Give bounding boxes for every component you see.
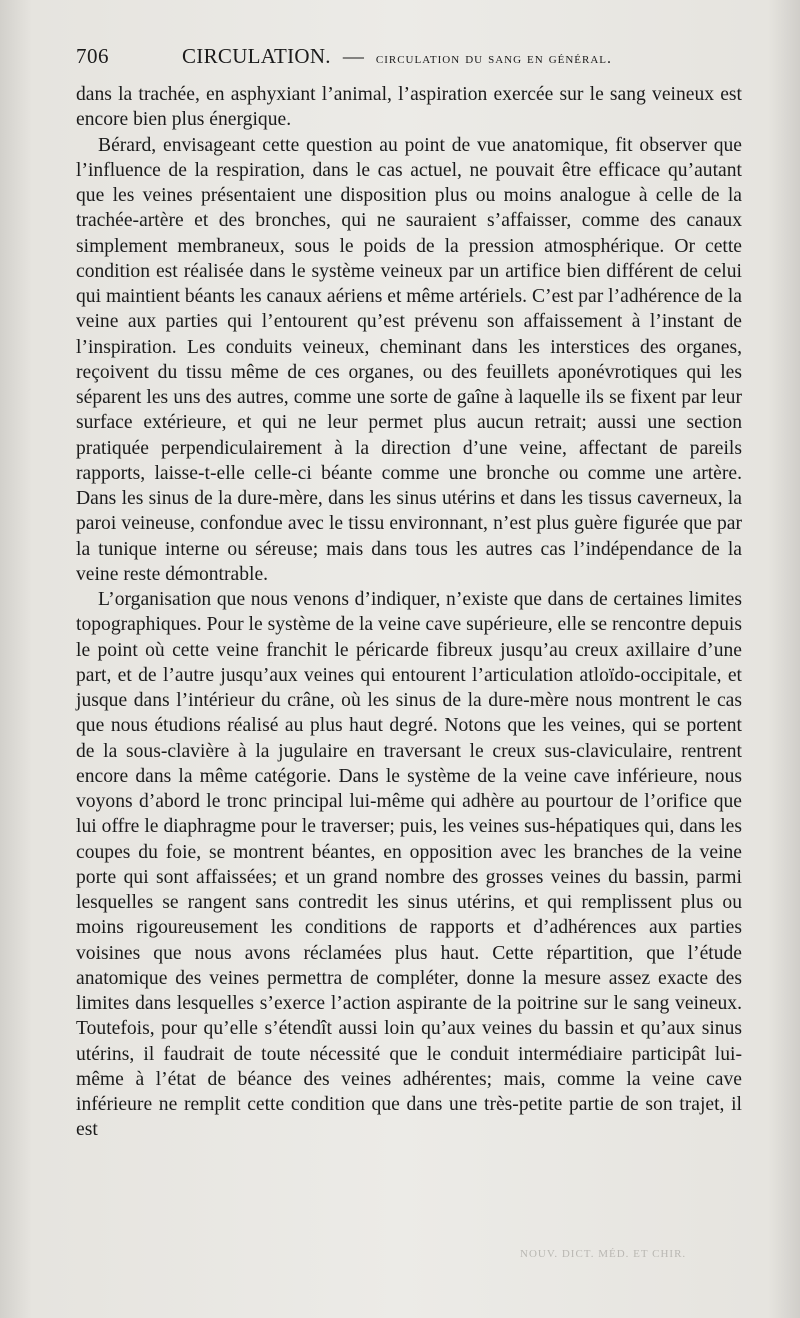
paragraph-1: dans la trachée, en asphyxiant l’animal, l’aspiration exercée sur le sang veineux est encore bien plus énergique. bbox=[76, 84, 742, 131]
paragraph-2: Bérard, envisageant cette question au point de vue anatomique, fit observer que l’influence de la respiration, dans le cas actuel, ne pouvait être efficace qu’autant que les veines présentaient une disposition plus ou moins analogue à celle de la trachée-artère et des bronches, qui ne sauraient s’affaisser, comme des canaux simplement membraneux, sous le poids de la pression atmosphérique. Or cette condition est réalisée dans le système veineux par un artifice bien différent de celui qui maintient béants les canaux aériens et même artériels. C’est par l’adhérence de la veine aux parties qui l’entourent qu’est prévenu son affaissement à l’instant de l’inspiration. Les conduits veineux, cheminant dans les interstices des organes, reçoivent du tissu même de ces organes, ou des feuillets aponévrotiques qui les séparent les uns des autres, comme une sorte de gaîne à laquelle ils se fixent par leur surface extérieure, et qui ne leur permet plus aucun retrait; aussi une section pratiquée perpendiculairement à la direction d’une veine, affectant de pareils rapports, laisse-t-elle celle-ci béante comme une bronche ou comme une artère. Dans les sinus de la dure-mère, dans les sinus utérins et dans les tissus caverneux, la paroi veineuse, confondue avec le tissu environnant, n’est plus guère figurée que par la tunique interne ou séreuse; mais dans tous les autres cas l’indépendance de la veine reste démontrable. bbox=[76, 134, 742, 585]
signature-mark: NOUV. DICT. MÉD. ET CHIR. bbox=[520, 1248, 687, 1260]
running-head bbox=[76, 44, 742, 74]
subsection-title: circulation du sang en général. bbox=[375, 50, 613, 67]
header-separator: — bbox=[342, 44, 364, 68]
body-text bbox=[76, 82, 742, 1143]
page-number: 706 bbox=[76, 44, 109, 68]
section-title: CIRCULATION. bbox=[182, 44, 331, 68]
paragraph-3: L’organisation que nous venons d’indiquer, n’existe que dans de certaines limites topographiques. Pour le système de la veine cave supérieure, elle se rencontre depuis le point où cette veine franchit le péricarde fibreux jusqu’au creux axillaire d’une part, et de l’autre jusqu’aux veines qui entourent l’articulation atloïdo-occipitale, et jusque dans l’intérieur du crâne, où les sinus de la dure-mère nous montrent le cas que nous étudions réalisé au plus haut degré. Notons que les veines, qui se portent de la sous-clavière à la jugulaire en traversant le creux sus-claviculaire, rentrent encore dans la même catégorie. Dans le système de la veine cave inférieure, nous voyons d’abord le tronc principal lui-même qui adhère au pourtour de l’orifice que lui offre le diaphragme pour le traverser; puis, les veines sus-hépatiques qui, dans les coupes du foie, se montrent béantes, en opposition avec les branches de la veine porte qui sont affaissées; et un grand nombre des grosses veines du bassin, parmi lesquelles se rangent sans contredit les sinus utérins, et qui remplissent plus ou moins rigoureusement les conditions de rapports et d’adhérences aux parties voisines que nous avons réclamées plus haut. Cette répartition, que l’étude anatomique des veines permettra de compléter, donne la mesure assez exacte des limites dans lesquelles s’exerce l’action aspirante de la poitrine sur le sang veineux. Toutefois, pour qu’elle s’étendît aussi loin qu’aux veines du bassin et qu’aux sinus utérins, il faudrait de toute nécessité que le conduit intermédiaire participât lui-même à l’état de béance des veines adhérentes; mais, comme la veine cave inférieure ne remplit cette condition que dans une très-petite partie de son trajet, il est bbox=[76, 589, 742, 1141]
